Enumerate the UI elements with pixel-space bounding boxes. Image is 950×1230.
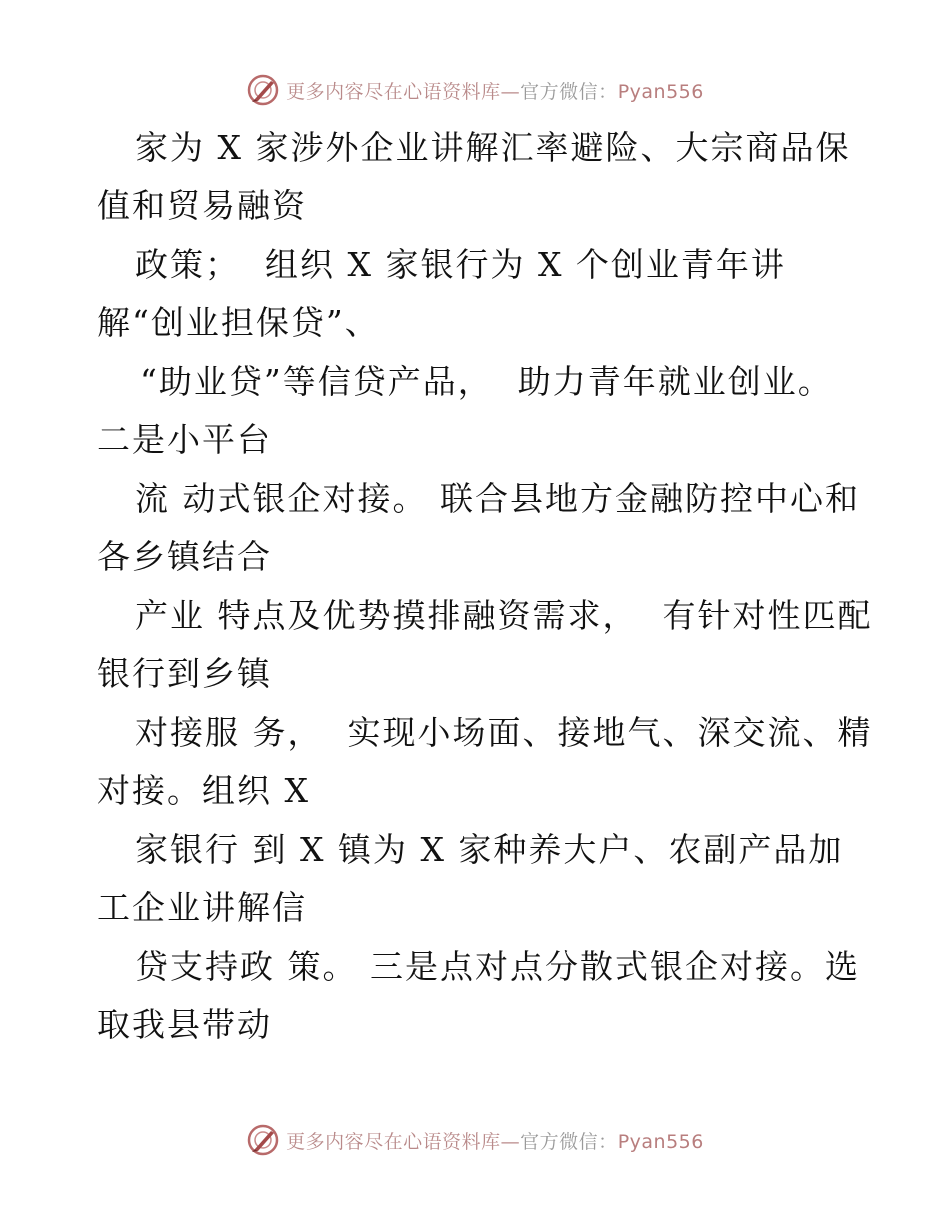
banner-text	[286, 1127, 704, 1154]
body-line: 流 动式银企对接。 联合县地方金融防控中心和	[135, 479, 860, 518]
body-line: 政策； 组织 X 家银行为 X 个创业青年讲	[135, 245, 786, 284]
banner-dash: —	[500, 1130, 521, 1153]
banner-wechat-id: Pyan556	[617, 1130, 704, 1153]
body-line: “助业贷”等信贷产品， 助力青年就业创业。	[140, 362, 833, 401]
banner-wechat-label: 官方微信：	[520, 1130, 618, 1153]
body-line: 各乡镇结合	[97, 537, 272, 576]
banner-text	[286, 77, 704, 104]
body-line: 家银行 到 X 镇为 X 家种养大户、农副产品加	[135, 830, 844, 869]
banner-dash: —	[500, 80, 521, 103]
body-line: 家为 X 家涉外企业讲解汇率避险、大宗商品保	[135, 128, 851, 167]
body-line: 对接服 务， 实现小场面、接地气、深交流、精	[135, 713, 873, 752]
body-line: 值和贸易融资	[97, 186, 307, 225]
footer-watermark-banner	[0, 1120, 950, 1160]
brand-logo-icon	[246, 1123, 280, 1157]
body-line: 产业 特点及优势摸排融资需求， 有针对性匹配	[135, 596, 873, 635]
body-line: 工企业讲解信	[97, 888, 307, 927]
body-line: 取我县带动	[97, 1005, 272, 1044]
body-line: 对接。组织 X	[97, 771, 310, 810]
banner-wechat-id: Pyan556	[617, 80, 704, 103]
header-watermark-banner	[0, 70, 950, 110]
body-line: 银行到乡镇	[97, 654, 272, 693]
body-line: 贷支持政 策。 三是点对点分散式银企对接。选	[135, 947, 860, 986]
banner-site-name: 更多内容尽在心语资料库	[286, 1130, 501, 1153]
banner-site-name: 更多内容尽在心语资料库	[286, 80, 501, 103]
body-line: 解“创业担保贷”、	[97, 303, 380, 342]
banner-wechat-label: 官方微信：	[520, 80, 618, 103]
brand-logo-icon	[246, 73, 280, 107]
body-line: 二是小平台	[97, 420, 272, 459]
